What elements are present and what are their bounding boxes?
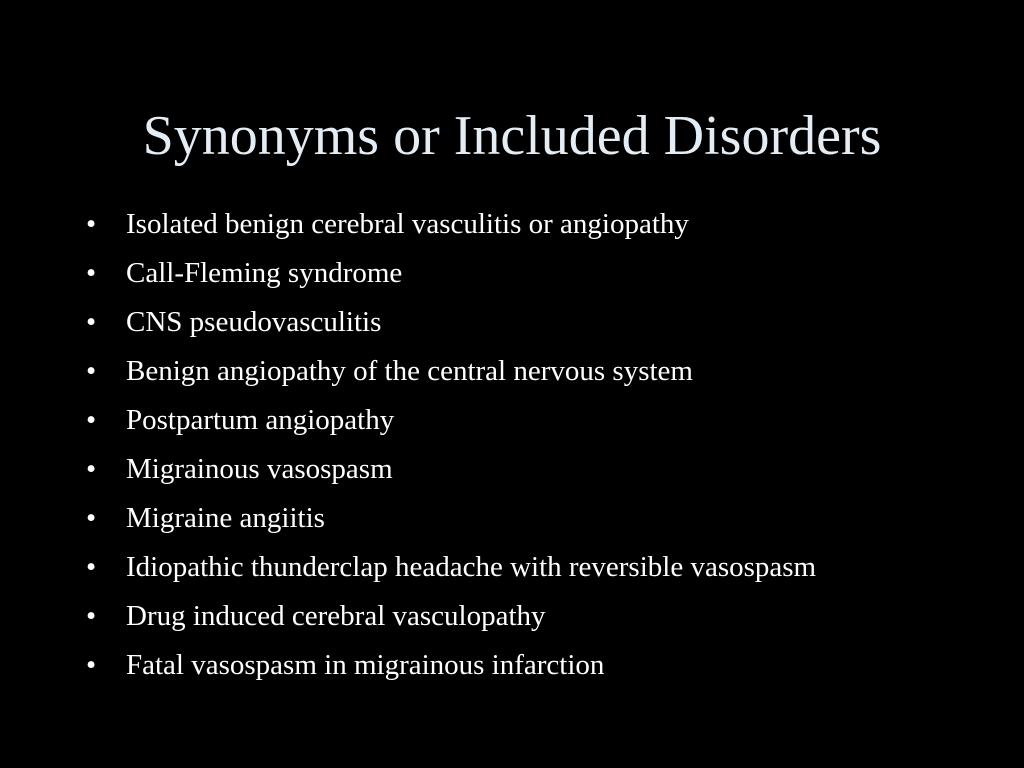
slide-title: Synonyms or Included Disorders (142, 105, 882, 167)
list-item (86, 592, 986, 641)
list-item (86, 200, 986, 249)
list-item-text: CNS pseudovasculitis (126, 306, 382, 338)
bullet-icon: • (86, 649, 97, 681)
list-item (86, 298, 986, 347)
bullet-icon: • (86, 453, 97, 485)
bullet-icon: • (86, 551, 97, 583)
bullet-icon: • (86, 306, 97, 338)
bullet-icon: • (86, 404, 97, 436)
bullet-icon: • (86, 502, 97, 534)
list-item (86, 641, 986, 690)
list-item-text: Fatal vasospasm in migrainous infarction (126, 649, 605, 681)
bullet-list (86, 200, 986, 690)
list-item-text: Call-Fleming syndrome (126, 257, 403, 289)
list-item (86, 543, 986, 592)
list-item-text: Benign angiopathy of the central nervous system (126, 355, 693, 387)
list-item (86, 347, 986, 396)
bullet-icon: • (86, 600, 97, 632)
list-item-text: Migrainous vasospasm (126, 453, 393, 485)
list-item-text: Migraine angiitis (126, 502, 325, 534)
list-item-text: Isolated benign cerebral vasculitis or angiopathy (126, 208, 689, 240)
list-item (86, 249, 986, 298)
list-item (86, 494, 986, 543)
list-item-text: Postpartum angiopathy (126, 404, 395, 436)
list-item-text: Drug induced cerebral vasculopathy (126, 600, 546, 632)
bullet-icon: • (86, 355, 97, 387)
list-item (86, 445, 986, 494)
bullet-icon: • (86, 257, 97, 289)
bullet-icon: • (86, 208, 97, 240)
list-item-text: Idiopathic thunderclap headache with reversible vasospasm (126, 551, 817, 583)
list-item (86, 396, 986, 445)
